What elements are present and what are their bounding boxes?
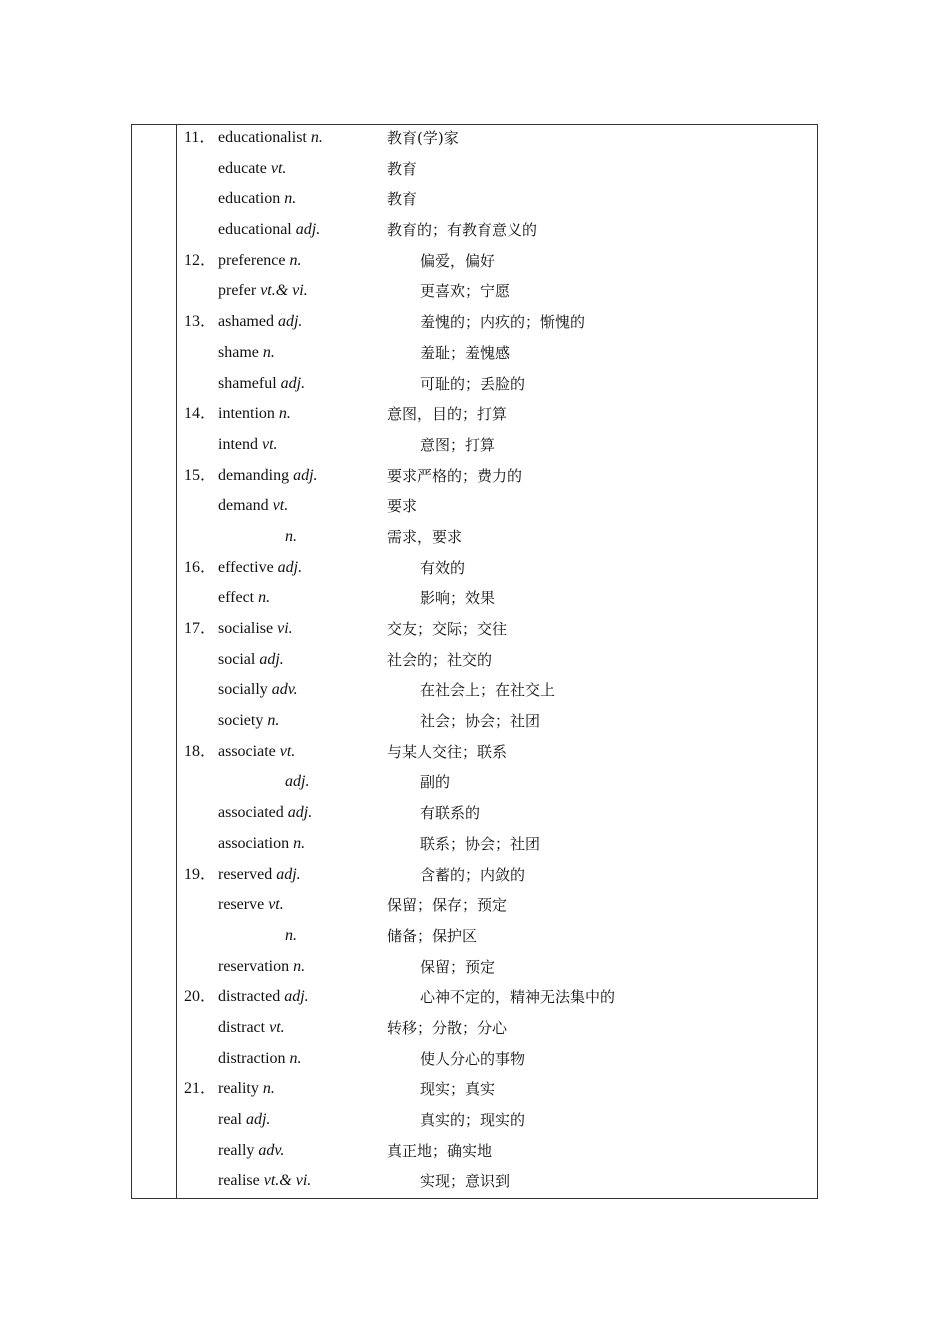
word-text: distraction xyxy=(218,1049,290,1067)
headword xyxy=(218,556,302,580)
vocab-row xyxy=(132,1015,817,1046)
part-of-speech: n. xyxy=(293,957,306,975)
vocab-row xyxy=(132,708,817,739)
vocab-row xyxy=(132,432,817,463)
vocab-row xyxy=(132,647,817,678)
headword xyxy=(218,617,293,641)
headword xyxy=(218,832,305,856)
word-text: demand xyxy=(218,497,273,515)
part-of-speech: n. xyxy=(285,926,297,944)
entry-number: 18． xyxy=(184,742,217,760)
part-of-speech: n. xyxy=(293,834,306,852)
part-of-speech: adj. xyxy=(277,558,303,576)
entry-number: 20． xyxy=(184,988,217,1006)
part-of-speech: n. xyxy=(310,129,323,146)
word-text: preference xyxy=(218,251,290,269)
word-text: socialise xyxy=(218,620,278,637)
part-of-speech: adj. xyxy=(280,374,306,392)
vocab-row xyxy=(132,309,817,340)
part-of-speech: adj. xyxy=(285,773,310,791)
part-of-speech: adv. xyxy=(271,681,298,699)
headword xyxy=(218,187,296,211)
chinese-meaning: 有联系的 xyxy=(420,804,481,823)
word-text: effective xyxy=(218,558,278,576)
part-of-speech: vt. xyxy=(268,896,284,914)
word-text: educationalist xyxy=(218,129,311,146)
chinese-meaning: 要求 xyxy=(387,497,418,516)
vocab-row xyxy=(132,524,817,555)
word-text: associate xyxy=(218,742,280,760)
word-text: shameful xyxy=(218,374,281,392)
chinese-meaning: 含蓄的；内敛的 xyxy=(420,865,526,884)
chinese-meaning: 真实的；现实的 xyxy=(420,1111,526,1129)
chinese-meaning: 要求严格的；费力的 xyxy=(387,466,523,485)
word-text: distract xyxy=(218,1018,270,1036)
headword xyxy=(218,433,278,457)
word-text: real xyxy=(218,1111,246,1128)
headword xyxy=(218,402,291,426)
part-of-speech: vt. xyxy=(270,159,287,177)
vocabulary-table xyxy=(131,124,818,1199)
headword xyxy=(218,464,318,488)
headword xyxy=(218,648,284,672)
word-text: distracted xyxy=(218,988,285,1006)
chinese-meaning: 转移；分散；分心 xyxy=(387,1018,508,1037)
vocab-row xyxy=(132,401,817,432)
headword xyxy=(218,955,305,979)
vocab-row xyxy=(132,340,817,371)
vocab-row xyxy=(132,585,817,616)
vocab-row xyxy=(132,677,817,708)
chinese-meaning: 羞耻；羞愧感 xyxy=(420,343,511,362)
entry-number: 21． xyxy=(184,1080,217,1098)
headword xyxy=(218,310,302,334)
headword xyxy=(218,1169,311,1193)
headword xyxy=(218,279,308,303)
chinese-meaning: 意图，目的；打算 xyxy=(387,405,508,424)
part-of-speech: vt. xyxy=(269,1018,285,1036)
chinese-meaning: 保留；保存；预定 xyxy=(387,896,508,915)
vocab-row xyxy=(132,984,817,1015)
chinese-meaning: 联系；协会；社团 xyxy=(420,834,541,853)
word-text: demanding xyxy=(218,466,294,484)
vocab-row xyxy=(132,186,817,217)
part-of-speech: vt. xyxy=(262,435,278,453)
entry-number: 12． xyxy=(184,251,217,269)
vocab-row xyxy=(132,1046,817,1077)
part-of-speech: adj. xyxy=(259,650,284,668)
word-text: social xyxy=(218,650,260,668)
part-of-speech: adv. xyxy=(258,1141,285,1159)
vocab-row xyxy=(132,1138,817,1169)
vocab-row xyxy=(132,831,817,862)
chinese-meaning: 真正地；确实地 xyxy=(387,1141,493,1160)
chinese-meaning: 教育的；有教育意义的 xyxy=(387,221,538,240)
part-of-speech: adj. xyxy=(277,313,303,331)
headword xyxy=(218,1016,285,1040)
headword xyxy=(218,1077,275,1101)
headword xyxy=(218,494,288,518)
headword xyxy=(285,924,297,948)
headword xyxy=(285,770,309,794)
part-of-speech: adj. xyxy=(287,804,313,822)
headword xyxy=(218,678,298,702)
chinese-meaning: 羞愧的；内疚的；惭愧的 xyxy=(420,313,586,332)
vocab-row xyxy=(132,493,817,524)
vocab-row xyxy=(132,125,817,156)
headword xyxy=(218,1108,270,1132)
chinese-meaning: 社会；协会；社团 xyxy=(420,712,541,731)
chinese-meaning: 社会的；社交的 xyxy=(387,650,493,669)
entry-number: 11． xyxy=(184,129,216,146)
word-text: educational xyxy=(218,221,296,239)
vocab-row xyxy=(132,371,817,402)
part-of-speech: n. xyxy=(289,1049,302,1067)
chinese-meaning: 可耻的；丢脸的 xyxy=(420,374,526,393)
headword xyxy=(218,1139,284,1163)
entry-number: 17． xyxy=(184,620,217,637)
chinese-meaning: 意图；打算 xyxy=(420,435,496,454)
chinese-meaning: 保留；预定 xyxy=(420,957,496,976)
part-of-speech: vt.& vi. xyxy=(260,282,308,300)
part-of-speech: n. xyxy=(289,251,302,269)
word-text: reality xyxy=(218,1080,263,1098)
entry-number: 19． xyxy=(184,865,217,883)
chinese-meaning: 有效的 xyxy=(420,558,466,577)
chinese-meaning: 交友；交际；交往 xyxy=(387,620,508,638)
chinese-meaning: 与某人交往；联系 xyxy=(387,742,508,761)
vocab-row xyxy=(132,923,817,954)
chinese-meaning: 储备；保护区 xyxy=(387,926,478,945)
word-text: society xyxy=(218,712,268,730)
word-text: reservation xyxy=(218,957,294,975)
headword xyxy=(218,218,320,242)
chinese-meaning: 使人分心的事物 xyxy=(420,1049,526,1068)
chinese-meaning: 现实；真实 xyxy=(420,1080,496,1099)
part-of-speech: adj. xyxy=(276,865,301,883)
chinese-meaning: 心神不定的，精神无法集中的 xyxy=(420,988,616,1007)
word-text: reserved xyxy=(218,865,277,883)
headword xyxy=(218,863,301,887)
headword xyxy=(218,157,286,181)
chinese-meaning: 教育 xyxy=(387,190,418,209)
part-of-speech: adj. xyxy=(245,1111,271,1128)
chinese-meaning: 影响；效果 xyxy=(420,589,496,608)
word-text: reserve xyxy=(218,896,269,914)
vocab-row xyxy=(132,278,817,309)
word-text: realise xyxy=(218,1172,264,1190)
word-text: really xyxy=(218,1141,259,1159)
headword xyxy=(285,525,297,549)
vocab-row xyxy=(132,862,817,893)
word-text: intention xyxy=(218,405,279,423)
chinese-meaning: 需求，要求 xyxy=(387,527,463,546)
chinese-meaning: 更喜欢；宁愿 xyxy=(420,282,511,301)
word-text: prefer xyxy=(218,282,261,300)
part-of-speech: vt. xyxy=(272,497,289,515)
entry-number: 14． xyxy=(184,405,217,423)
headword xyxy=(218,341,275,365)
vocab-row xyxy=(132,217,817,248)
word-text: association xyxy=(218,834,294,852)
headword xyxy=(218,586,270,610)
chinese-meaning: 教育 xyxy=(387,159,418,178)
part-of-speech: n. xyxy=(284,190,297,208)
vocab-row xyxy=(132,1076,817,1107)
vocab-row xyxy=(132,892,817,923)
part-of-speech: adj. xyxy=(295,221,321,239)
entry-number: 16． xyxy=(184,558,217,576)
vocab-row xyxy=(132,739,817,770)
vocab-row xyxy=(132,954,817,985)
headword xyxy=(218,985,309,1009)
vocab-row xyxy=(132,616,817,647)
vocab-row xyxy=(132,463,817,494)
vocab-row xyxy=(132,800,817,831)
headword xyxy=(218,709,279,733)
headword xyxy=(218,372,305,396)
word-text: effect xyxy=(218,589,259,607)
word-text: education xyxy=(218,190,285,208)
chinese-meaning: 实现；意识到 xyxy=(420,1172,511,1191)
vocab-row xyxy=(132,1107,817,1138)
vocabulary-rows xyxy=(132,125,817,1199)
vocab-row xyxy=(132,248,817,279)
part-of-speech: vt.& vi. xyxy=(263,1172,312,1190)
part-of-speech: n. xyxy=(285,527,297,545)
chinese-meaning: 在社会上；在社交上 xyxy=(420,681,556,700)
headword xyxy=(218,126,323,150)
vocab-row xyxy=(132,555,817,586)
part-of-speech: n. xyxy=(267,712,280,730)
word-text: intend xyxy=(218,435,262,453)
entry-number: 13． xyxy=(184,313,217,331)
part-of-speech: vi. xyxy=(277,620,293,637)
entry-number: 15． xyxy=(184,466,217,484)
chinese-meaning: 教育(学)家 xyxy=(387,129,459,147)
part-of-speech: adj. xyxy=(284,988,309,1006)
word-text: ashamed xyxy=(218,313,278,331)
vocab-row xyxy=(132,769,817,800)
headword xyxy=(218,740,295,764)
chinese-meaning: 副的 xyxy=(420,773,451,792)
word-text: associated xyxy=(218,804,288,822)
headword xyxy=(218,249,302,273)
word-text: educate xyxy=(218,159,271,177)
part-of-speech: n. xyxy=(278,405,291,423)
part-of-speech: vt. xyxy=(279,742,296,760)
headword xyxy=(218,1047,302,1071)
vocab-row xyxy=(132,156,817,187)
part-of-speech: adj. xyxy=(293,466,318,484)
word-text: shame xyxy=(218,343,263,361)
part-of-speech: n. xyxy=(258,589,271,607)
part-of-speech: n. xyxy=(262,343,275,361)
headword xyxy=(218,801,312,825)
vocab-row xyxy=(132,1168,817,1199)
headword xyxy=(218,893,284,917)
word-text: socially xyxy=(218,681,272,699)
chinese-meaning: 偏爱，偏好 xyxy=(420,251,496,270)
part-of-speech: n. xyxy=(262,1080,275,1098)
